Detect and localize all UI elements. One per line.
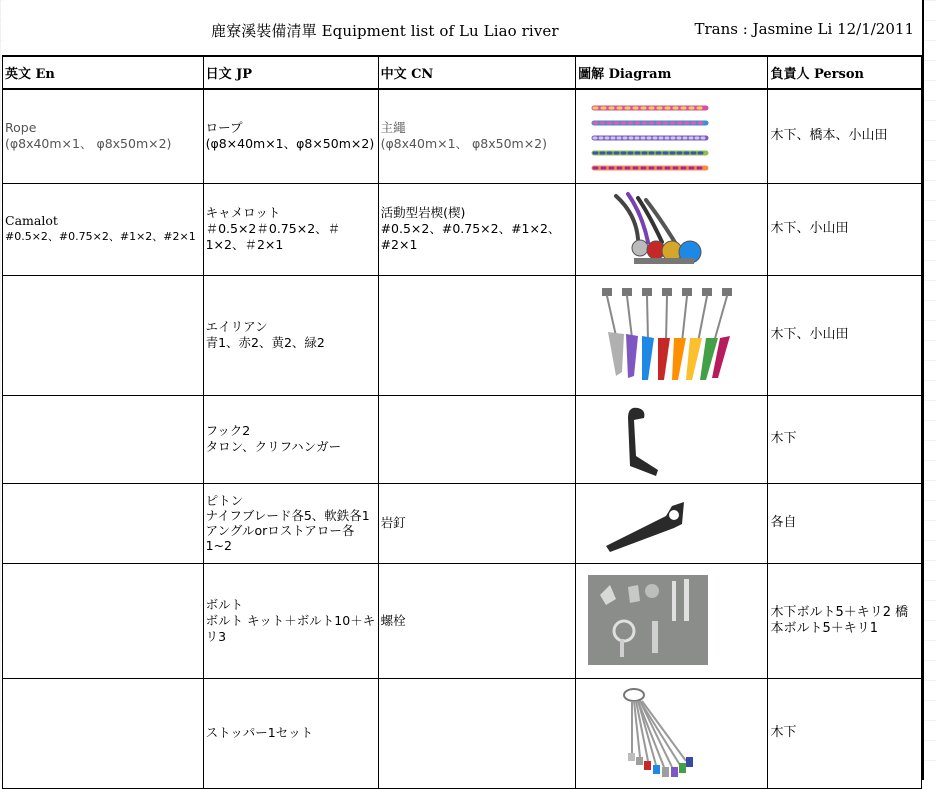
equipment-sheet xyxy=(2,0,924,780)
cell-person[interactable]: 木下、橋本、小山田 xyxy=(768,89,922,183)
cn-name: 主繩 xyxy=(380,120,406,136)
table-row xyxy=(3,183,922,275)
column-header-diagram[interactable]: 圖解 Diagram xyxy=(576,57,768,90)
table-row xyxy=(3,678,922,788)
cell-cn[interactable] xyxy=(378,275,576,395)
cell-en[interactable] xyxy=(3,483,204,563)
cell-en[interactable] xyxy=(3,395,204,483)
cell-cn[interactable] xyxy=(378,563,576,678)
cell-jp[interactable]: フック2 タロン、クリフハンガー xyxy=(203,395,378,483)
table-row xyxy=(3,483,922,563)
cell-en[interactable] xyxy=(3,678,204,788)
header-row xyxy=(3,57,922,90)
cell-person[interactable]: 木下ボルト5＋キリ2 橋本ボルト5＋キリ1 xyxy=(768,563,922,678)
cell-person[interactable]: 木下 xyxy=(768,395,922,483)
cell-cn[interactable] xyxy=(378,483,576,563)
equipment-table xyxy=(2,56,922,789)
en-detail: #0.5×2、#0.75×2、#1×2、#2×1 xyxy=(5,230,196,243)
cn-name: 螺栓 xyxy=(380,612,406,628)
column-header-person[interactable]: 負責人 Person xyxy=(768,57,922,90)
cell-person[interactable]: 木下、小山田 xyxy=(768,183,922,275)
cell-cn[interactable] xyxy=(378,183,576,275)
column-header-cn[interactable]: 中文 CN xyxy=(378,57,576,90)
cell-person[interactable]: 木下 xyxy=(768,678,922,788)
cn-detail: #0.5×2、#0.75×2、#1×2、#2×1 xyxy=(380,221,561,252)
translator-credit: Trans : Jasmine Li 12/1/2011 xyxy=(694,20,914,38)
column-header-jp[interactable]: 日文 JP xyxy=(203,57,378,90)
cell-jp[interactable]: ボルト ボルト キット＋ボルト10＋キリ3 xyxy=(203,563,378,678)
cell-en[interactable] xyxy=(3,183,204,275)
en-name: Camalot xyxy=(5,213,58,228)
cell-cn[interactable] xyxy=(378,89,576,183)
cell-jp[interactable]: ピトン ナイフブレード各5、軟鉄各1 アングルorロストアロー各1~2 xyxy=(203,483,378,563)
cell-en[interactable] xyxy=(3,275,204,395)
stoppers-icon xyxy=(576,678,768,788)
camalot-icon xyxy=(576,183,768,275)
rope-coils-icon xyxy=(576,89,768,183)
column-header-en[interactable]: 英文 En xyxy=(3,57,204,90)
cell-jp[interactable]: キャメロット ＃0.5×2＃0.75×2、＃1×2、＃2×1 xyxy=(203,183,378,275)
hook-icon xyxy=(576,395,768,483)
cell-cn[interactable] xyxy=(378,395,576,483)
cell-jp[interactable]: エイリアン 青1、赤2、黄2、緑2 xyxy=(203,275,378,395)
bolt-kit-icon xyxy=(576,563,768,678)
cell-cn[interactable] xyxy=(378,678,576,788)
table-row xyxy=(3,89,922,183)
alien-cams-icon xyxy=(576,275,768,395)
title-bar xyxy=(2,0,922,57)
cn-detail: (φ8x40m×1、 φ8x50m×2) xyxy=(380,136,547,152)
cell-en[interactable] xyxy=(3,89,204,183)
document-title: 鹿寮溪裝備清單 Equipment list of Lu Liao river xyxy=(211,22,559,40)
cell-jp[interactable]: ロープ (φ8×40m×1、φ8×50m×2) xyxy=(203,89,378,183)
table-row xyxy=(3,275,922,395)
piton-icon xyxy=(576,483,768,563)
cell-person[interactable]: 各自 xyxy=(768,483,922,563)
cell-en[interactable] xyxy=(3,563,204,678)
table-row xyxy=(3,563,922,678)
cn-name: 活動型岩楔(楔) xyxy=(380,205,466,220)
en-detail: (φ8x40m×1、 φ8x50m×2) xyxy=(5,136,172,152)
en-name: Rope xyxy=(5,120,37,136)
cell-jp[interactable]: ストッパー1セット xyxy=(203,678,378,788)
table-row xyxy=(3,395,922,483)
cell-person[interactable]: 木下、小山田 xyxy=(768,275,922,395)
cn-name: 岩釘 xyxy=(380,515,406,530)
